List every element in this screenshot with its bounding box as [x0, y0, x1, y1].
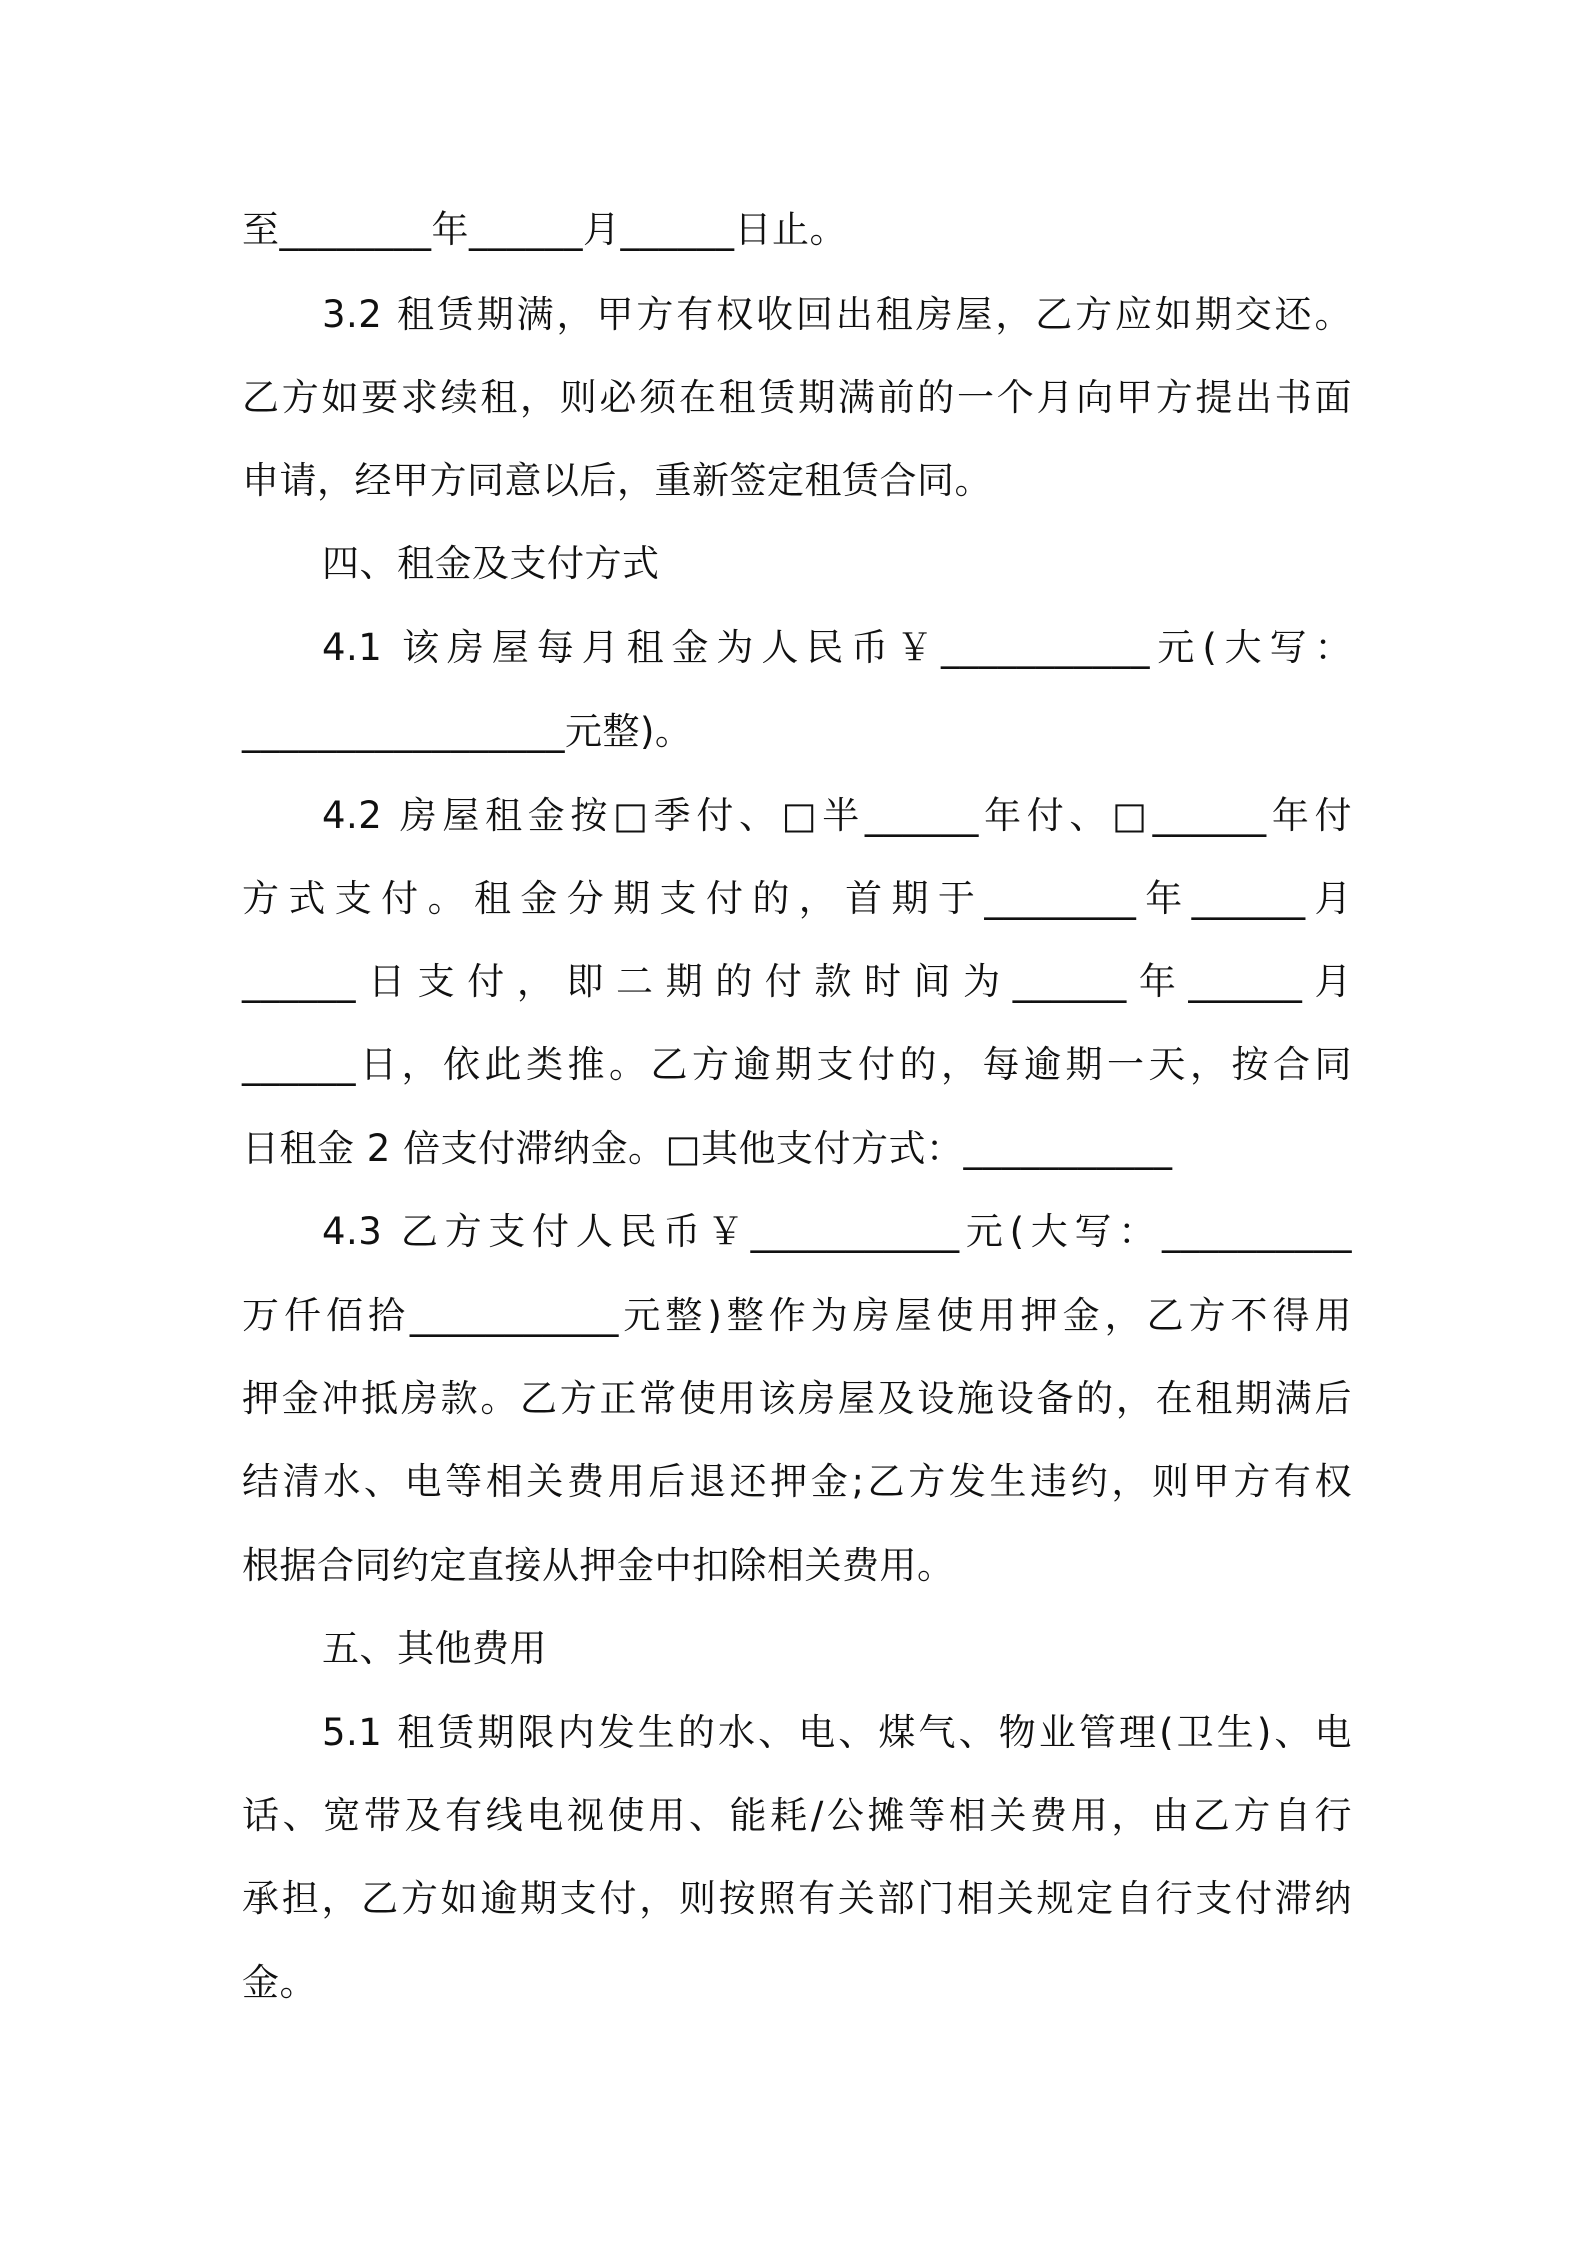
text-line: 方式支付。租金分期支付的，首期于________年______月 [242, 877, 1352, 920]
text-line: 申请，经甲方同意以后，重新签定租赁合同。 [242, 459, 992, 502]
text-line: 承担，乙方如逾期支付，则按照有关部门相关规定自行支付滞纳 [242, 1877, 1352, 1920]
text-line: 结清水、电等相关费用后退还押金;乙方发生违约，则甲方有权 [242, 1460, 1352, 1503]
text-line: 5.1 租赁期限内发生的水、电、煤气、物业管理(卫生)、电 [322, 1711, 1352, 1754]
text-line: _________________元整)。 [242, 710, 693, 753]
text-line: 万仟佰拾___________元整)整作为房屋使用押金，乙方不得用 [242, 1294, 1352, 1337]
text-line: 日租金 2 倍支付滞纳金。□其他支付方式：___________ [242, 1127, 1173, 1170]
text-line: 至________年______月______日止。 [242, 208, 847, 251]
text-line: 4.3 乙方支付人民币￥___________元(大写：__________ [322, 1210, 1352, 1253]
text-line: 金。 [242, 1961, 317, 2004]
text-line: 乙方如要求续租，则必须在租赁期满前的一个月向甲方提出书面 [242, 376, 1352, 419]
text-line: 押金冲抵房款。乙方正常使用该房屋及设施设备的，在租期满后 [242, 1377, 1352, 1420]
section-heading: 四、租金及支付方式 [322, 542, 660, 585]
text-line: ______日支付，即二期的付款时间为______年______月 [242, 960, 1352, 1003]
text-line: 3.2 租赁期满，甲方有权收回出租房屋，乙方应如期交还。 [322, 293, 1352, 336]
text-line: 4.2 房屋租金按□季付、□半______年付、□______年付 [322, 794, 1352, 837]
text-line: 话、宽带及有线电视使用、能耗/公摊等相关费用，由乙方自行 [242, 1794, 1352, 1837]
text-line: ______日，依此类推。乙方逾期支付的，每逾期一天，按合同 [242, 1043, 1352, 1086]
section-heading: 五、其他费用 [322, 1627, 547, 1670]
text-line: 4.1 该房屋每月租金为人民币￥___________元(大写： [322, 626, 1352, 669]
text-line: 根据合同约定直接从押金中扣除相关费用。 [242, 1544, 955, 1587]
